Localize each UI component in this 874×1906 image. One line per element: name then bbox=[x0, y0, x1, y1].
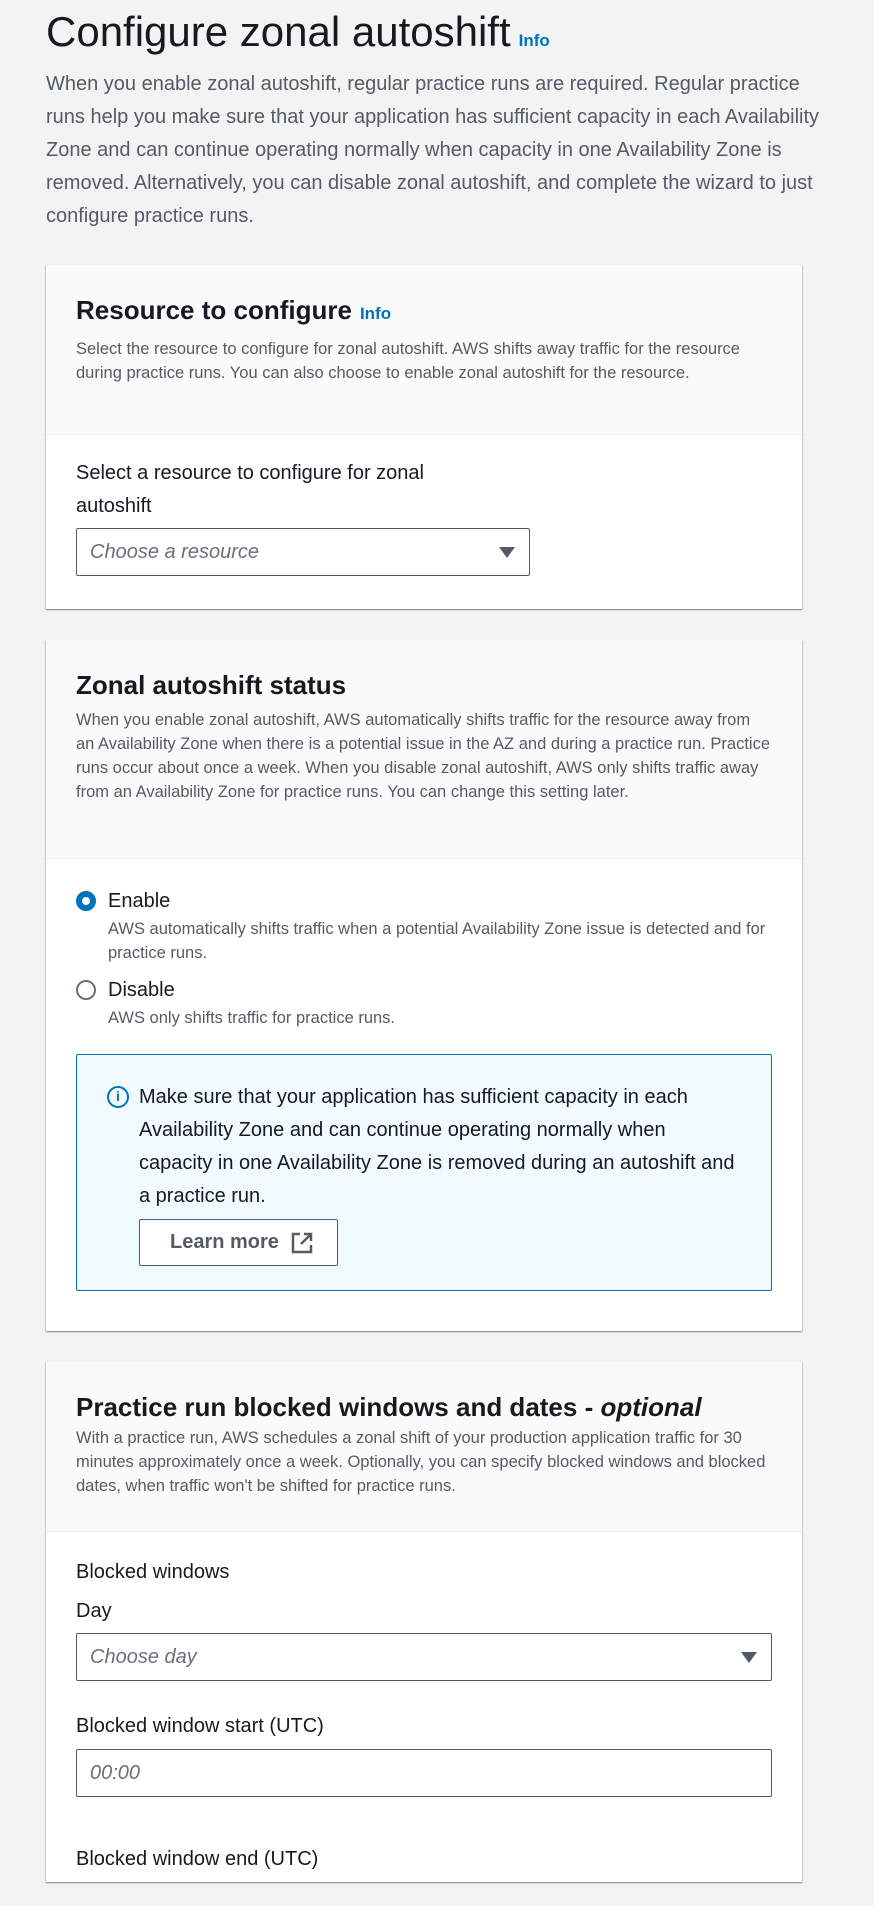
radio-enable[interactable] bbox=[76, 885, 772, 965]
alert-text: Make sure that your application has sufficient capacity in each Availability Zone and can continue operating normally when capacity in one Availability Zone is removed during an autoshift and a practice run. bbox=[139, 1086, 735, 1207]
learn-more-button[interactable] bbox=[139, 1219, 338, 1266]
resource-select-label: Select a resource to configure for zonal autoshift bbox=[76, 462, 424, 517]
start-time-input[interactable] bbox=[76, 1749, 772, 1797]
radio-label: Enable bbox=[108, 890, 171, 912]
card-description: When you enable zonal autoshift, AWS automatically shifts traffic for the resource away from an Availability Zone when there is a potential issue in the AZ and during a practice run. Practice runs occur about once a week. When you disable zonal autoshift, AWS only shifts traffic away from an Availability Zone for practice runs. You can change this setting later. bbox=[76, 711, 771, 801]
external-link-icon bbox=[291, 1232, 313, 1254]
page-title bbox=[46, 8, 550, 56]
info-link[interactable]: Info bbox=[359, 304, 392, 323]
card-title bbox=[76, 1390, 772, 1424]
radio-label: Disable bbox=[108, 979, 175, 1001]
card-description: Select the resource to configure for zonal autoshift. AWS shifts away traffic for the resource during practice runs. You can also choose to enable zonal autoshift for the resource. bbox=[76, 340, 740, 382]
resource-select[interactable] bbox=[76, 528, 530, 576]
status-card bbox=[46, 640, 802, 1331]
card-title-text: Resource to configure bbox=[76, 295, 352, 325]
page-title-text: Configure zonal autoshift bbox=[46, 8, 511, 55]
caret-down-icon bbox=[741, 1652, 757, 1663]
learn-more-label: Learn more bbox=[170, 1231, 279, 1253]
card-description: With a practice run, AWS schedules a zonal shift of your production application traffic for 30 minutes approximately once a week. Optionally, you can specify blocked windows and blocked dates, when traffic won't be shifted for practice runs. bbox=[76, 1429, 766, 1495]
blocked-windows-heading: Blocked windows bbox=[76, 1561, 230, 1583]
end-label: Blocked window end (UTC) bbox=[76, 1848, 319, 1870]
radio-description: AWS automatically shifts traffic when a potential Availability Zone issue is detected and for practice runs. bbox=[108, 920, 766, 962]
info-alert bbox=[76, 1054, 772, 1291]
optional-tag: optional bbox=[600, 1392, 702, 1422]
blocked-card bbox=[46, 1362, 802, 1882]
day-label: Day bbox=[76, 1600, 112, 1622]
resource-select-placeholder: Choose a resource bbox=[90, 541, 259, 563]
caret-down-icon bbox=[499, 547, 515, 558]
start-label: Blocked window start (UTC) bbox=[76, 1715, 324, 1737]
card-title-text: Practice run blocked windows and dates - bbox=[76, 1392, 601, 1422]
day-select[interactable] bbox=[76, 1633, 772, 1681]
page-description: When you enable zonal autoshift, regular practice runs are required. Regular practice runs help you make sure that your application has sufficient capacity in each Availability Zone and can continue operating normally when capacity in one Availability Zone is removed. Alternatively, you can disable zonal autoshift, and complete the wizard to just configure practice runs. bbox=[46, 73, 820, 227]
resource-card bbox=[46, 265, 802, 609]
info-link[interactable]: Info bbox=[518, 31, 550, 50]
card-header bbox=[46, 640, 802, 859]
radio-description: AWS only shifts traffic for practice runs. bbox=[108, 1009, 396, 1027]
day-select-placeholder: Choose day bbox=[90, 1646, 197, 1668]
info-circle-icon: i bbox=[107, 1086, 129, 1108]
start-time-placeholder: 00:00 bbox=[90, 1762, 141, 1784]
radio-button[interactable] bbox=[76, 980, 96, 1000]
card-header bbox=[46, 1362, 802, 1532]
card-title: Zonal autoshift status bbox=[76, 670, 347, 700]
card-header bbox=[46, 265, 802, 435]
card-title bbox=[76, 293, 772, 331]
radio-button-selected[interactable] bbox=[76, 891, 96, 911]
radio-disable[interactable] bbox=[76, 974, 772, 1030]
